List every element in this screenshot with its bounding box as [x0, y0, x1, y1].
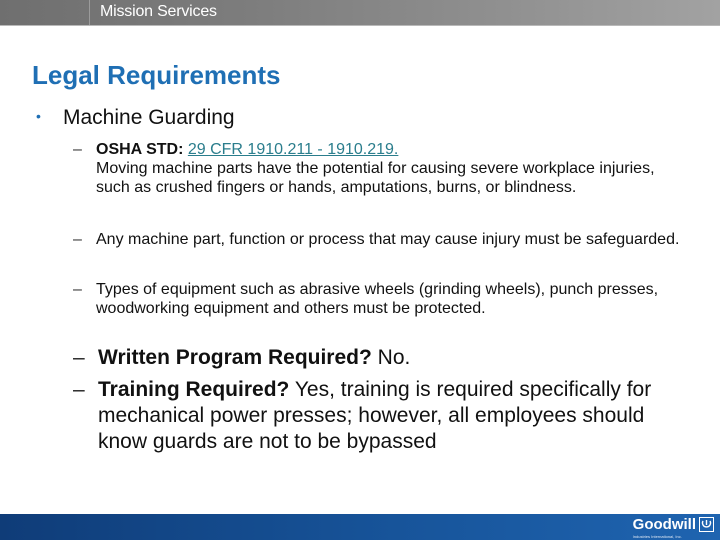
bullet-dot-icon: •	[36, 108, 41, 124]
slide-title: Legal Requirements	[32, 60, 281, 90]
dash-icon: –	[73, 141, 82, 158]
bullet-text: Machine Guarding	[63, 106, 235, 129]
osha-standard-link[interactable]: 29 CFR 1910.211 - 1910.219.	[187, 141, 399, 158]
sub-item-osha	[73, 140, 686, 197]
dash-icon: –	[73, 378, 85, 401]
bullet-machine-guarding	[36, 106, 235, 130]
osha-label: OSHA STD:	[96, 141, 184, 158]
sub-item-safeguard	[73, 230, 686, 249]
dash-icon: –	[73, 346, 85, 369]
sub-item-written-program	[73, 345, 688, 371]
header-divider	[89, 0, 90, 25]
header-bar	[0, 0, 720, 25]
osha-description: Moving machine parts have the potential for causing severe workplace injuries, such as crushed fingers or hands, amputations, burns, or blindness.	[96, 160, 655, 196]
logo-wordmark: Goodwill	[632, 515, 696, 533]
header-brand: Mission Services	[100, 3, 217, 20]
training-value: Yes, training is required specifically for mechanical power presses; however, all employees should know guards are not to be bypassed	[98, 378, 652, 453]
written-program-value: No.	[377, 346, 411, 369]
sub-item-training	[73, 377, 688, 455]
header-underline	[0, 25, 720, 26]
written-program-label: Written Program Required?	[98, 346, 372, 369]
goodwill-smile-icon	[699, 517, 714, 532]
footer-bar	[0, 514, 720, 540]
sub-item-equipment	[73, 280, 686, 318]
dash-icon: –	[73, 281, 82, 298]
safeguard-text: Any machine part, function or process that may cause injury must be safeguarded.	[96, 231, 680, 248]
logo-tagline: Industries International, Inc.	[632, 533, 682, 539]
goodwill-logo	[633, 516, 714, 538]
dash-icon: –	[73, 231, 82, 248]
equipment-text: Types of equipment such as abrasive wheels (grinding wheels), punch presses, woodworking equipment and others must be protected.	[96, 281, 659, 317]
training-label: Training Required?	[98, 378, 290, 401]
